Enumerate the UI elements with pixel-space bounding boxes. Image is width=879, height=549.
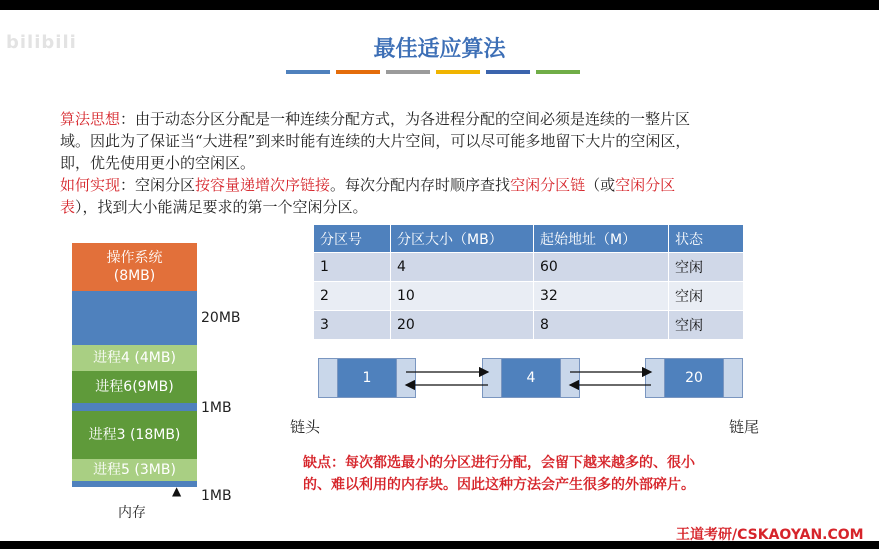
- drawback-line: 缺点：每次都选最小的分区进行分配，会留下越来越多的、很小: [303, 455, 695, 471]
- chain-head-label: 链头: [290, 418, 321, 436]
- idea-text: ：由于动态分区分配是一种连续分配方式，为各进程分配的空间必须是连续的一整片区: [120, 110, 691, 128]
- slide-title: 最佳适应算法: [373, 37, 506, 62]
- node-value: 4: [502, 358, 560, 398]
- drawback-text: [303, 452, 823, 496]
- size-label-20mb: 20MB: [201, 310, 241, 326]
- table-cell: 空闲: [669, 253, 744, 282]
- table-header: 分区号: [314, 225, 391, 253]
- process-6-block: 进程6(9MB): [72, 371, 197, 403]
- impl-label: 如何实现: [60, 176, 121, 194]
- table-cell: 1: [314, 253, 391, 282]
- table-cell: 32: [534, 282, 669, 311]
- os-name: 操作系统: [106, 250, 163, 266]
- impl-highlight: 按容量递增次序链接: [195, 176, 331, 194]
- idea-line-3: 即，优先使用更小的空闲区。: [60, 154, 256, 172]
- chain-tail-label: 链尾: [729, 418, 760, 436]
- memory-label: 内存: [118, 505, 146, 521]
- process-3-block: 进程3 (18MB): [72, 411, 197, 459]
- impl-text: ），找到大小能满足要求的第一个空闲分区。: [75, 198, 368, 216]
- table-cell: 10: [391, 282, 534, 311]
- table-cell: 2: [314, 282, 391, 311]
- process-5-block: 进程5 (3MB): [72, 459, 197, 481]
- node-value: 1: [338, 358, 396, 398]
- table-cell: 空闲: [669, 282, 744, 311]
- table-cell: 8: [534, 311, 669, 340]
- table-cell: 3: [314, 311, 391, 340]
- size-label-1mb: 1MB: [201, 488, 232, 504]
- footer-brand: 王道考研/CSKAOYAN.COM: [676, 527, 864, 543]
- idea-label: 算法思想: [60, 110, 121, 128]
- watermark: bilibili: [6, 32, 77, 53]
- impl-highlight: 空闲分区链: [510, 176, 586, 194]
- impl-highlight: 表: [60, 198, 76, 216]
- process-4-block: 进程4 (4MB): [72, 345, 197, 371]
- table-header: 起始地址（M）: [534, 225, 669, 253]
- table-cell: 空闲: [669, 311, 744, 340]
- drawback-line: 的、难以利用的内存块。因此这种方法会产生很多的外部碎片。: [303, 477, 695, 493]
- impl-text: 。每次分配内存时顺序查找: [330, 176, 511, 194]
- impl-highlight: 空闲分区: [615, 176, 676, 194]
- impl-text: （或: [585, 176, 616, 194]
- table-cell: 60: [534, 253, 669, 282]
- impl-text: ：空闲分区: [120, 176, 196, 194]
- node-value: 20: [665, 358, 723, 398]
- size-label-1mb: 1MB: [201, 400, 232, 416]
- idea-line-2: 域。因此为了保证当“大进程”到来时能有连续的大片空间，可以尽可能多地留下大片的空闲区，: [60, 132, 691, 150]
- os-size: (8MB): [113, 268, 156, 284]
- table-cell: 20: [391, 311, 534, 340]
- table-cell: 4: [391, 253, 534, 282]
- table-header: 状态: [669, 225, 744, 253]
- mouse-cursor-icon: ▲: [172, 484, 182, 498]
- table-header: 分区大小（MB）: [391, 225, 534, 253]
